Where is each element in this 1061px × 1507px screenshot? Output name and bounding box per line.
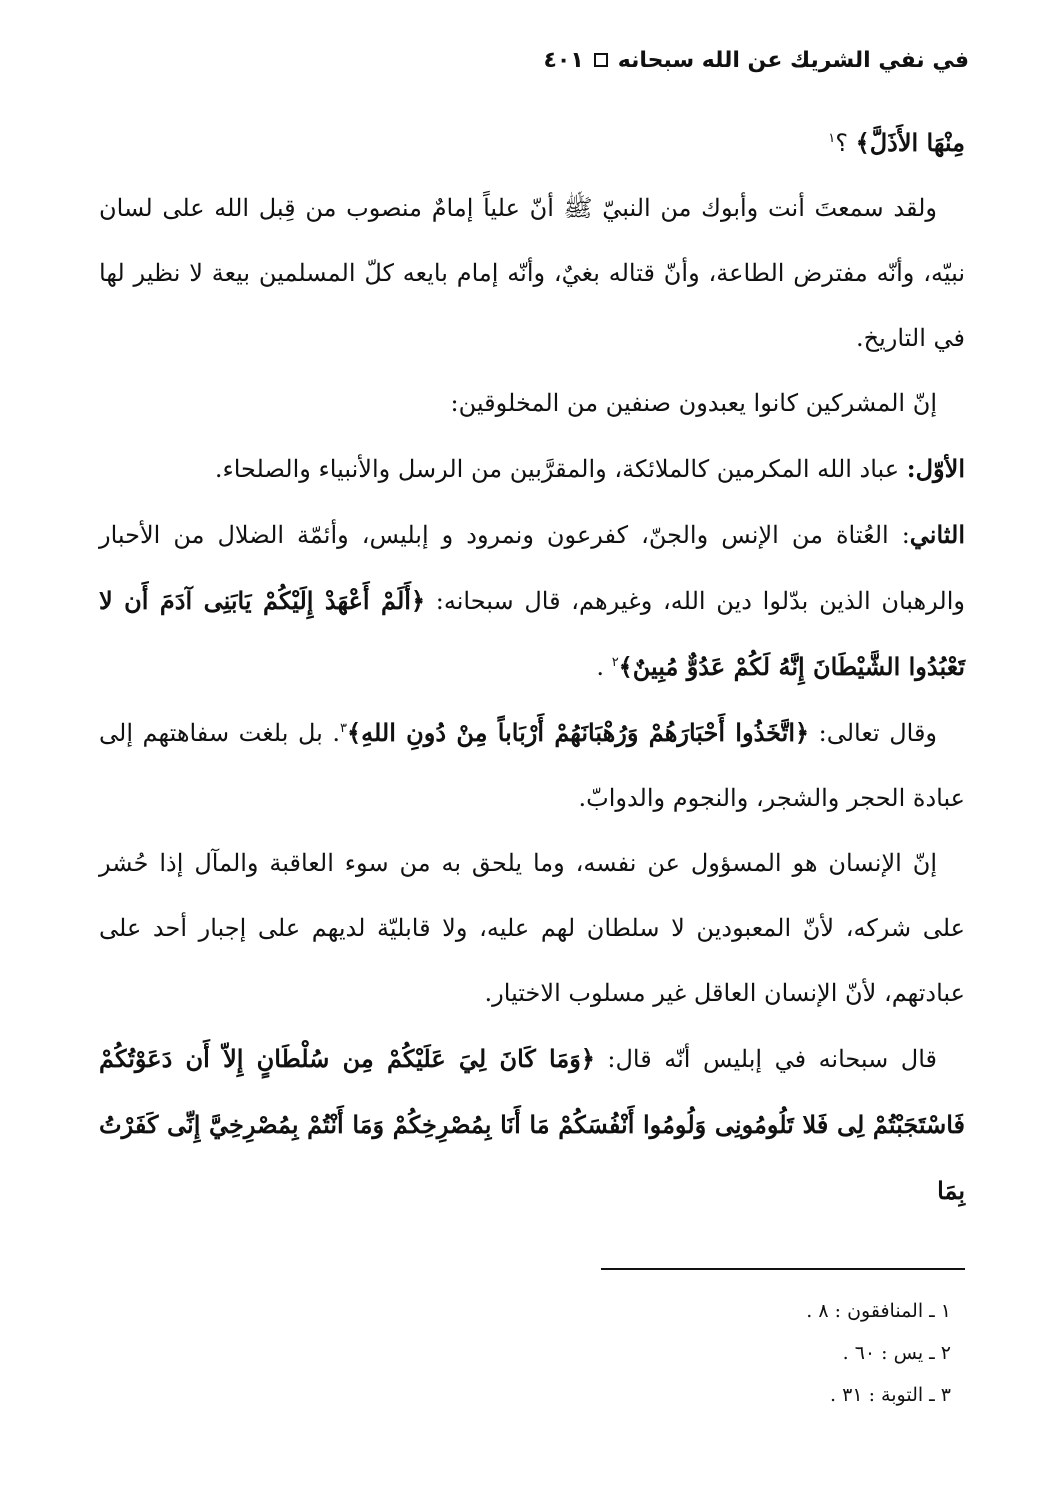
footnote-ref: ٢ xyxy=(611,655,619,670)
paragraph: ولقد سمعتَ أنت وأبوك من النبيّ ﷺ أنّ علياً إمامٌ منصوب من قِبل الله على لسان نبيّه، وأنّه مفترض الطاعة، وأنّ قتاله بغيٌ، وأنّه إمام بايعه كلّ المسلمين بيعة لا نظير لها في التاريخ. xyxy=(99,194,965,352)
paragraph xyxy=(99,700,965,831)
text-run: ؟ xyxy=(835,129,856,157)
paragraph xyxy=(99,1026,965,1224)
paragraph xyxy=(99,436,965,502)
quran-verse: ﴿أَلَمْ أَعْهَدْ إِلَيْكُمْ يَابَنِى آدَمَ أَن لا تَعْبُدُوا الشَّيْطَانَ إِنَّهُ لَكُمْ عَدُوٌّ مُبِينٌ﴾ xyxy=(99,586,965,681)
running-header xyxy=(543,40,969,80)
paragraph xyxy=(99,502,965,700)
page-number: ٤٠١ xyxy=(543,47,584,73)
quran-verse: مِنْهَا الأَذَلَّ﴾ xyxy=(855,128,965,157)
footnote-ref: ١ xyxy=(828,131,836,146)
footnotes xyxy=(551,1290,951,1416)
footnote: ١ ـ المنافقون : ٨ . xyxy=(806,1300,951,1322)
running-title: في نفي الشريك عن الله سبحانه xyxy=(617,47,969,73)
paragraph: إنّ الإنسان هو المسؤول عن نفسه، وما يلحق به من سوء العاقبة والمآل إذا حُشر على شركه، لأنّ المعبودين لا سلطان لهم عليه، ولا قابليّة لديهم على إجبار أحد على عبادتهم، لأنّ الإنسان العاقل غير مسلوب الاختيار. xyxy=(99,849,965,1007)
body-text xyxy=(99,110,965,1224)
text-run: : العُتاة من الإنس والجنّ، كفرعون ونمرود و إبليس، وأئمّة الضلال من الأحبار والرهبان الذين بدّلوا دين الله، وغيرهم، قال سبحانه: xyxy=(99,521,965,615)
paragraph-lead: الأوّل: xyxy=(906,454,965,483)
footnote: ٣ ـ التوبة : ٣١ . xyxy=(830,1384,951,1406)
quran-verse: ﴿اتَّخَذُوا أَحْبَارَهُمْ وَرُهْبَانَهُمْ أَرْبَاباً مِنْ دُونِ اللهِ﴾ xyxy=(347,718,810,747)
text-run: . xyxy=(596,653,612,681)
text-run: عباد الله المكرمين كالملائكة، والمقرَّبين من الرسل والأنبياء والصلحاء. xyxy=(214,455,907,483)
quran-verse: ﴿وَمَا كَانَ لِيَ عَلَيْكُمْ مِن سُلْطَانٍ إِلاّ أَن دَعَوْتُكُمْ فَاسْتَجَبْتُمْ لِى فَلا تَلُومُونِى وَلُومُوا أَنْفُسَكُمْ مَا أَنَا بِمُصْرِخِكُمْ وَمَا أَنْتُمْ بِمُصْرِخِيَّ إِنِّى كَفَرْتُ بِمَا xyxy=(99,1044,965,1205)
square-separator-icon xyxy=(594,53,608,67)
paragraph-lead: الثاني xyxy=(909,520,965,549)
footnote-divider xyxy=(601,1268,965,1270)
paragraph: إنّ المشركين كانوا يعبدون صنفين من المخلوقين: xyxy=(450,389,937,417)
footnote: ٢ ـ يس : ٦٠ . xyxy=(842,1342,951,1364)
text-run: قال سبحانه في إبليس أنّه قال: xyxy=(594,1045,937,1073)
paragraph-continuation xyxy=(99,110,965,176)
text-run: وقال تعالى: xyxy=(809,719,938,747)
footnote-ref: ٣ xyxy=(340,721,348,736)
text-run: . بل بلغت سفاهتهم إلى عبادة الحجر والشجر، والنجوم والدوابّ. xyxy=(99,719,965,812)
